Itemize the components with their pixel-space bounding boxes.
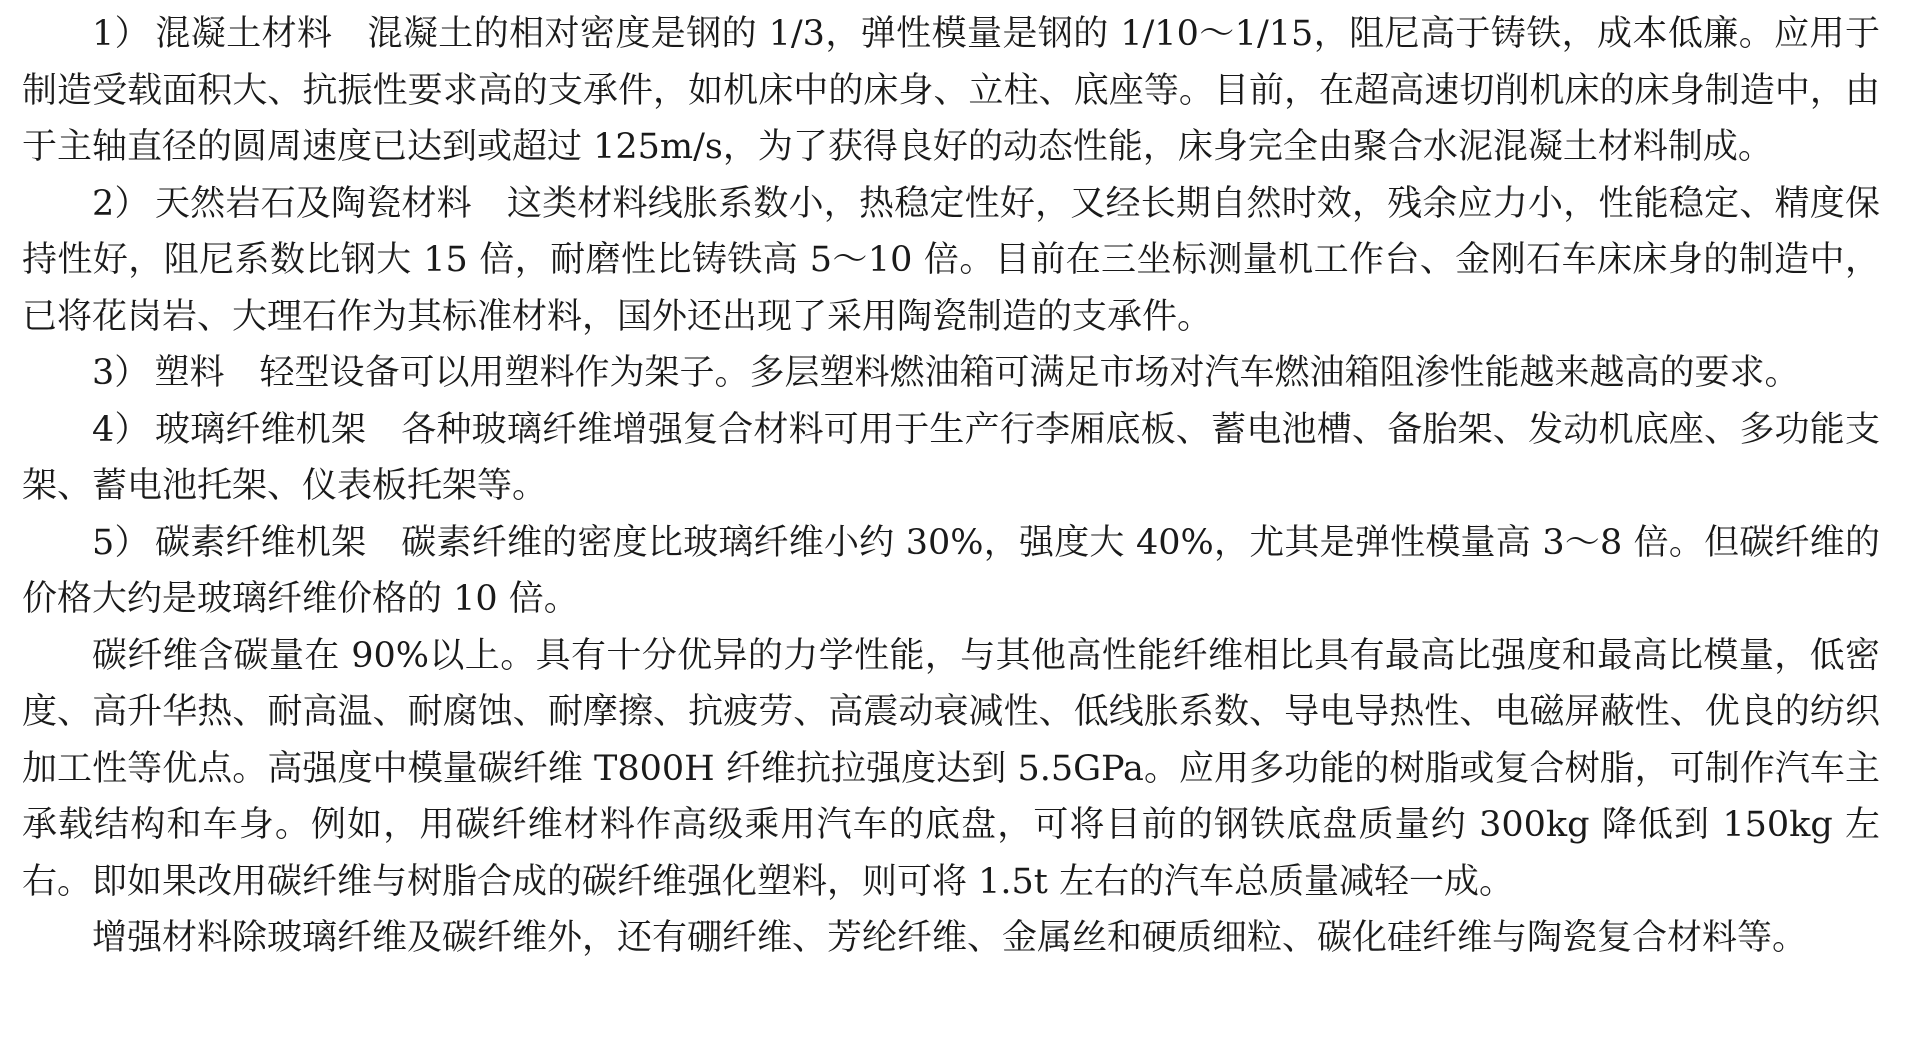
item-heading: 天然岩石及陶瓷材料 bbox=[154, 183, 472, 224]
item-heading: 塑料 bbox=[154, 353, 225, 393]
paragraph-glass-fiber-frame bbox=[22, 402, 1880, 515]
item-heading: 混凝土材料 bbox=[155, 14, 333, 54]
item-heading: 玻璃纤维机架 bbox=[154, 409, 367, 450]
item-number: 4） bbox=[92, 409, 150, 450]
paragraph-concrete bbox=[22, 6, 1880, 176]
paragraph-reinforcement-materials bbox=[22, 910, 1880, 967]
paragraph-carbon-fiber-frame bbox=[22, 515, 1880, 628]
item-body: 混凝土的相对密度是钢的 1/3，弹性模量是钢的 1/10～1/15，阻尼高于铸铁，成本低廉。应用于制造受载面积大、抗振性要求高的支承件，如机床中的床身、立柱、底座等。目前，在超高速切削机床的床身制造中，由于主轴直径的圆周速度已达到或超过 125m/s，为了获得良好的动态性能，床身完全由聚合水泥混凝土材料制成。 bbox=[22, 14, 1880, 167]
item-body: 各种玻璃纤维增强复合材料可用于生产行李厢底板、蓄电池槽、备胎架、发动机底座、多功能支架、蓄电池托架、仪表板托架等。 bbox=[22, 409, 1880, 506]
paragraph-stone-ceramic bbox=[22, 176, 1880, 346]
item-body: 这类材料线胀系数小，热稳定性好，又经长期自然时效，残余应力小，性能稳定、精度保持性好，阻尼系数比钢大 15 倍，耐磨性比铸铁高 5～10 倍。目前在三坐标测量机工作台、金刚石车床床身的制造中，已将花岗岩、大理石作为其标准材料，国外还出现了采用陶瓷制造的支承件。 bbox=[22, 183, 1880, 337]
item-body: 轻型设备可以用塑料作为架子。多层塑料燃油箱可满足市场对汽车燃油箱阻渗性能越来越高的要求。 bbox=[259, 353, 1800, 393]
document-page bbox=[22, 6, 1880, 967]
item-number: 3） bbox=[92, 353, 150, 393]
paragraph-plastic bbox=[22, 345, 1880, 402]
paragraph-text: 碳纤维含碳量在 90%以上。具有十分优异的力学性能，与其他高性能纤维相比具有最高比强度和最高比模量，低密度、高升华热、耐高温、耐腐蚀、耐摩擦、抗疲劳、高震动衰减性、低线胀系数、导电导热性、电磁屏蔽性、优良的纺织加工性等优点。高强度中模量碳纤维 T800H 纤维抗拉强度达到 5.5GPa。应用多功能的树脂或复合树脂，可制作汽车主承载结构和车身。例如，用碳纤维材料作高级乘用汽车的底盘，可将目前的钢铁底盘质量约 300kg 降低到 150kg 左右。即如果改用碳纤维与树脂合成的碳纤维强化塑料，则可将 1.5t 左右的汽车总质量减轻一成。 bbox=[22, 635, 1880, 902]
item-number: 2） bbox=[92, 183, 150, 224]
item-number: 5） bbox=[92, 522, 150, 563]
paragraph-carbon-fiber-properties bbox=[22, 628, 1880, 911]
paragraph-text: 增强材料除玻璃纤维及碳纤维外，还有硼纤维、芳纶纤维、金属丝和硬质细粒、碳化硅纤维与陶瓷复合材料等。 bbox=[92, 918, 1808, 958]
item-heading: 碳素纤维机架 bbox=[154, 522, 367, 563]
item-body: 碳素纤维的密度比玻璃纤维小约 30%，强度大 40%，尤其是弹性模量高 3～8 倍。但碳纤维的价格大约是玻璃纤维价格的 10 倍。 bbox=[22, 522, 1880, 619]
item-number: 1） bbox=[92, 14, 151, 54]
